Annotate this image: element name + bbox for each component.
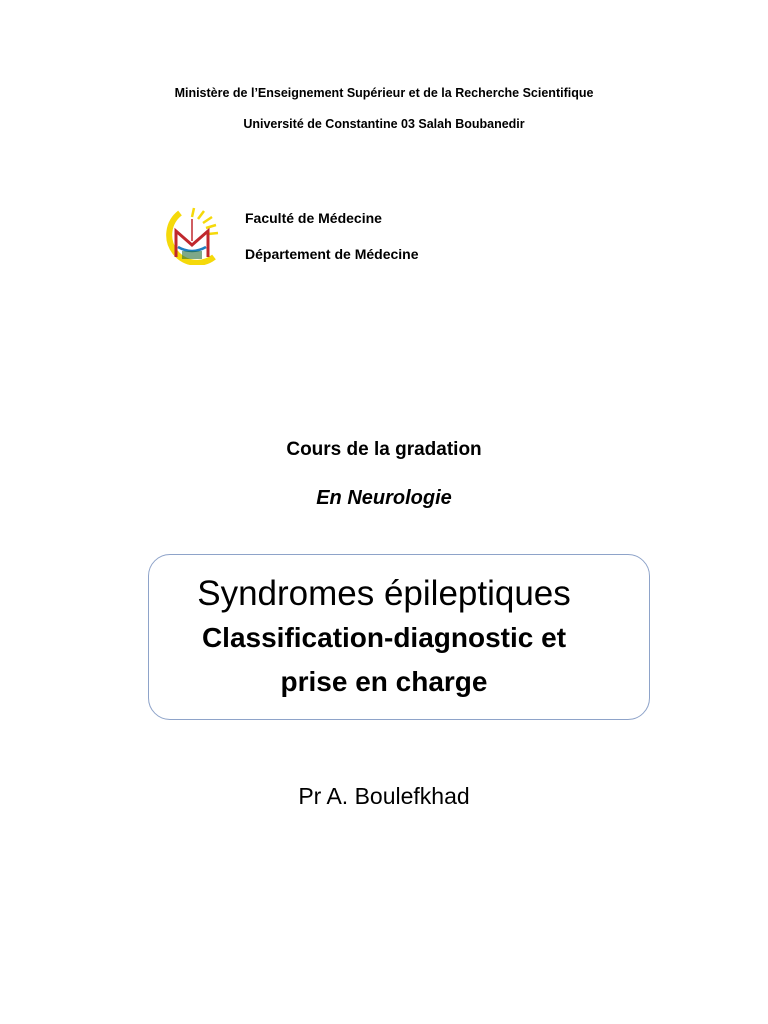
- course-subject: En Neurologie: [316, 487, 452, 509]
- author-name: Pr A. Boulefkhad: [298, 783, 470, 809]
- document-subtitle-line-2: prise en charge: [280, 666, 488, 697]
- document-subtitle-line-1: Classification-diagnostic et: [201, 622, 567, 653]
- document-title: Syndromes épileptiques: [197, 574, 571, 613]
- department-name: Département de Médecine: [245, 246, 419, 262]
- ministry-heading: Ministère de l’Enseignement Supérieur et de la Recherche Scientifique: [174, 86, 594, 100]
- faculty-logo: [158, 207, 226, 265]
- university-heading: Université de Constantine 03 Salah Boubanedir: [243, 117, 525, 131]
- faculty-name: Faculté de Médecine: [245, 210, 382, 226]
- course-label: Cours de la gradation: [286, 439, 482, 460]
